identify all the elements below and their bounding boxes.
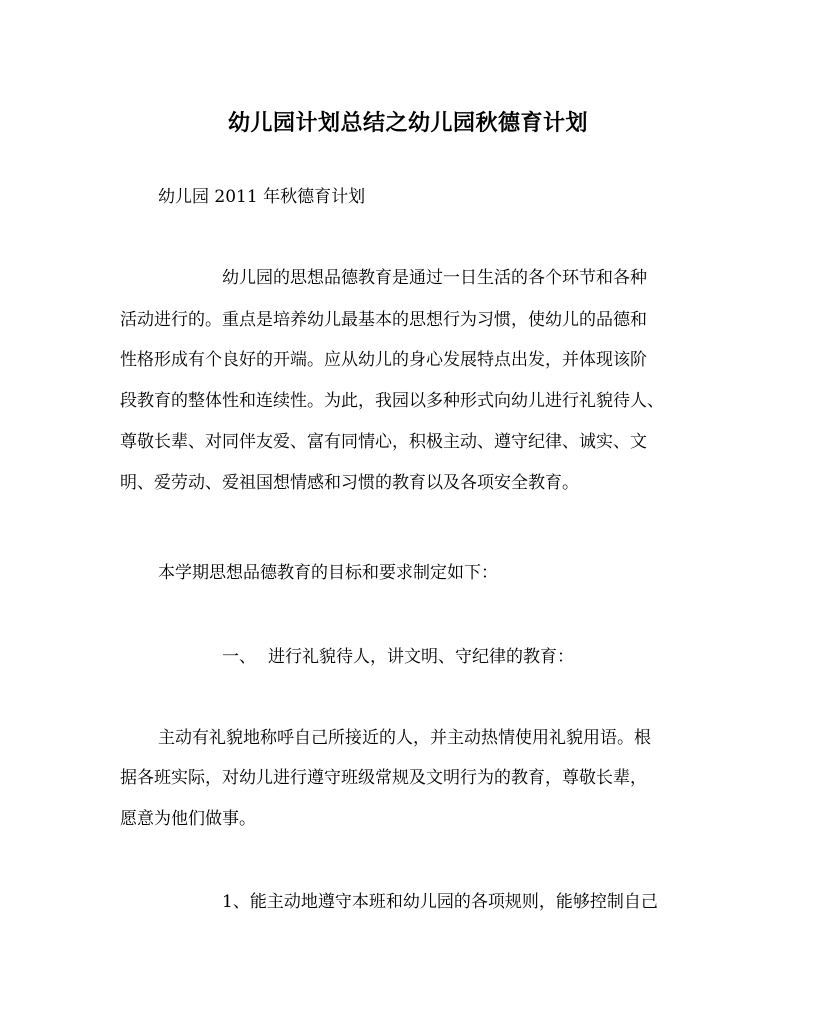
paragraph-2: 本学期思想品德教育的目标和要求制定如下： — [158, 563, 498, 583]
paragraph-3-line-2: 据各班实际，对幼儿进行遵守班级常规及文明行为的教育，尊敬长辈， — [120, 768, 647, 788]
paragraph-3-line-3: 愿意为他们做事。 — [120, 809, 256, 829]
paragraph-1-line-2: 活动进行的。重点是培养幼儿最基本的思想行为习惯，使幼儿的品德和 — [120, 310, 647, 330]
section-1-number: 一、 — [222, 647, 256, 667]
paragraph-1-line-4: 段教育的整体性和连续性。为此，我园以多种形式向幼儿进行礼貌待人、 — [120, 391, 664, 411]
document-subtitle: 幼儿园 2011 年秋德育计划 — [158, 187, 366, 207]
paragraph-1-line-6: 明、爱劳动、爱祖国想情感和习惯的教育以及各项安全教育。 — [120, 473, 579, 493]
document-title: 幼儿园计划总结之幼儿园秋德育计划 — [227, 110, 588, 136]
item-1: 1、能主动地遵守本班和幼儿园的各项规则，能够控制自己 — [222, 892, 658, 912]
paragraph-1-line-5: 尊敬长辈、对同伴友爱、富有同情心，积极主动、遵守纪律、诚实、文 — [120, 432, 647, 452]
paragraph-1-line-1: 幼儿园的思想品德教育是通过一日生活的各个环节和各种 — [222, 268, 647, 288]
paragraph-1-line-3: 性格形成有个良好的开端。应从幼儿的身心发展特点出发，并体现该阶 — [120, 350, 647, 370]
section-1-heading: 进行礼貌待人，讲文明、守纪律的教育： — [268, 647, 574, 667]
paragraph-3-line-1: 主动有礼貌地称呼自己所接近的人，并主动热情使用礼貌用语。根 — [158, 728, 651, 748]
